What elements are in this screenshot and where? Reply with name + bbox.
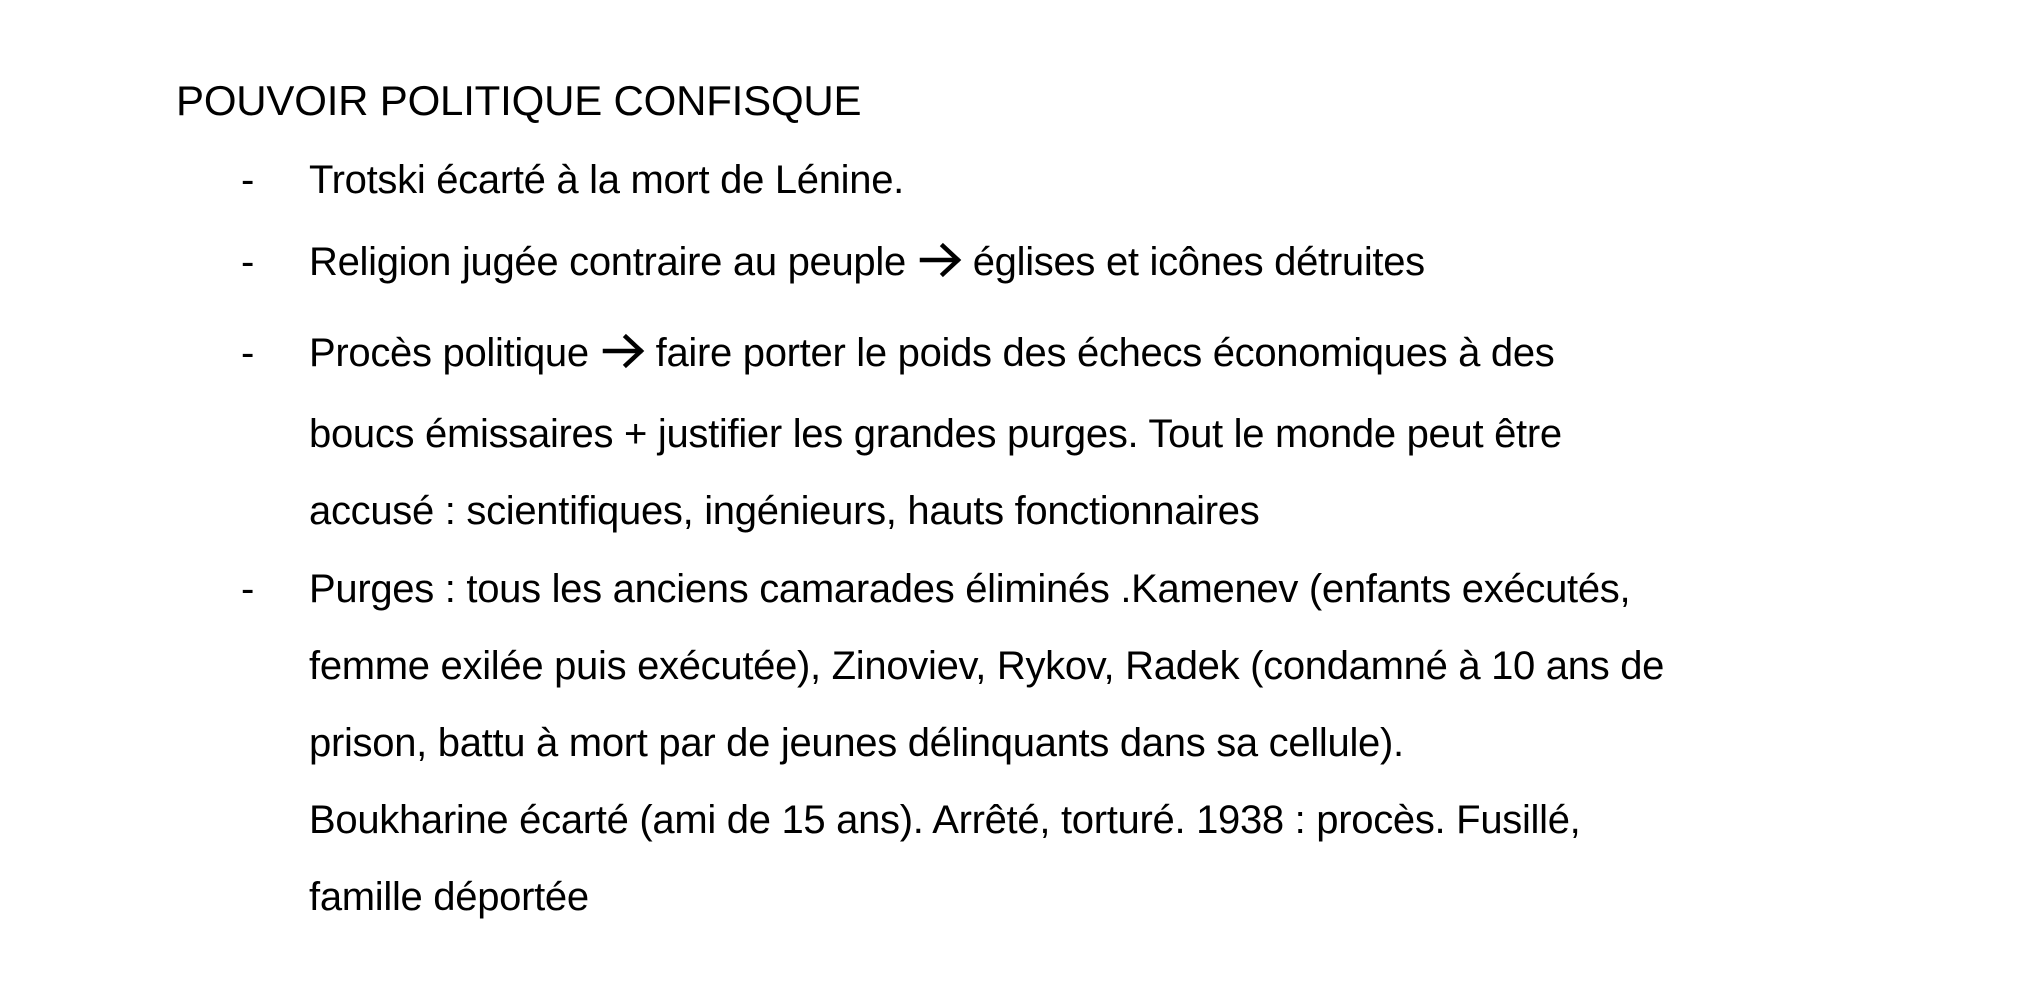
right-arrow-icon <box>919 242 963 278</box>
list-item-proces-continuation: accusé : scientifiques, ingénieurs, hauts fonctionnaires <box>309 489 1260 533</box>
list-item-purges-continuation: Boukharine écarté (ami de 15 ans). Arrêté, torturé. 1938 : procès. Fusillé, <box>309 798 1581 842</box>
proces-consequence-text: faire porter le poids des échecs économiques à des <box>655 331 1555 375</box>
section-heading: POUVOIR POLITIQUE CONFISQUE <box>176 77 862 124</box>
proces-text: Procès politique <box>309 331 589 375</box>
religion-text: Religion jugée contraire au peuple <box>309 240 906 284</box>
right-arrow-icon <box>602 333 646 369</box>
list-item-purges-continuation: femme exilée puis exécutée), Zinoviev, Rykov, Radek (condamné à 10 ans de <box>309 644 1665 688</box>
religion-consequence-text: églises et icônes détruites <box>972 240 1425 284</box>
bullet-marker: - <box>241 567 255 611</box>
list-item-purges-continuation: famille déportée <box>309 875 589 919</box>
bullet-marker: - <box>241 158 255 202</box>
list-item-proces-continuation: boucs émissaires + justifier les grandes purges. Tout le monde peut être <box>309 412 1562 456</box>
list-item-purges: Purges : tous les anciens camarades éliminés .Kamenev (enfants exécutés, <box>309 567 1631 611</box>
list-item-trotski: Trotski écarté à la mort de Lénine. <box>309 158 904 202</box>
list-item-purges-continuation: prison, battu à mort par de jeunes délinquants dans sa cellule). <box>309 721 1404 765</box>
bullet-marker: - <box>241 240 255 284</box>
list-item-religion <box>309 236 1425 288</box>
bullet-marker: - <box>241 331 255 375</box>
list-item-proces <box>309 327 1555 379</box>
